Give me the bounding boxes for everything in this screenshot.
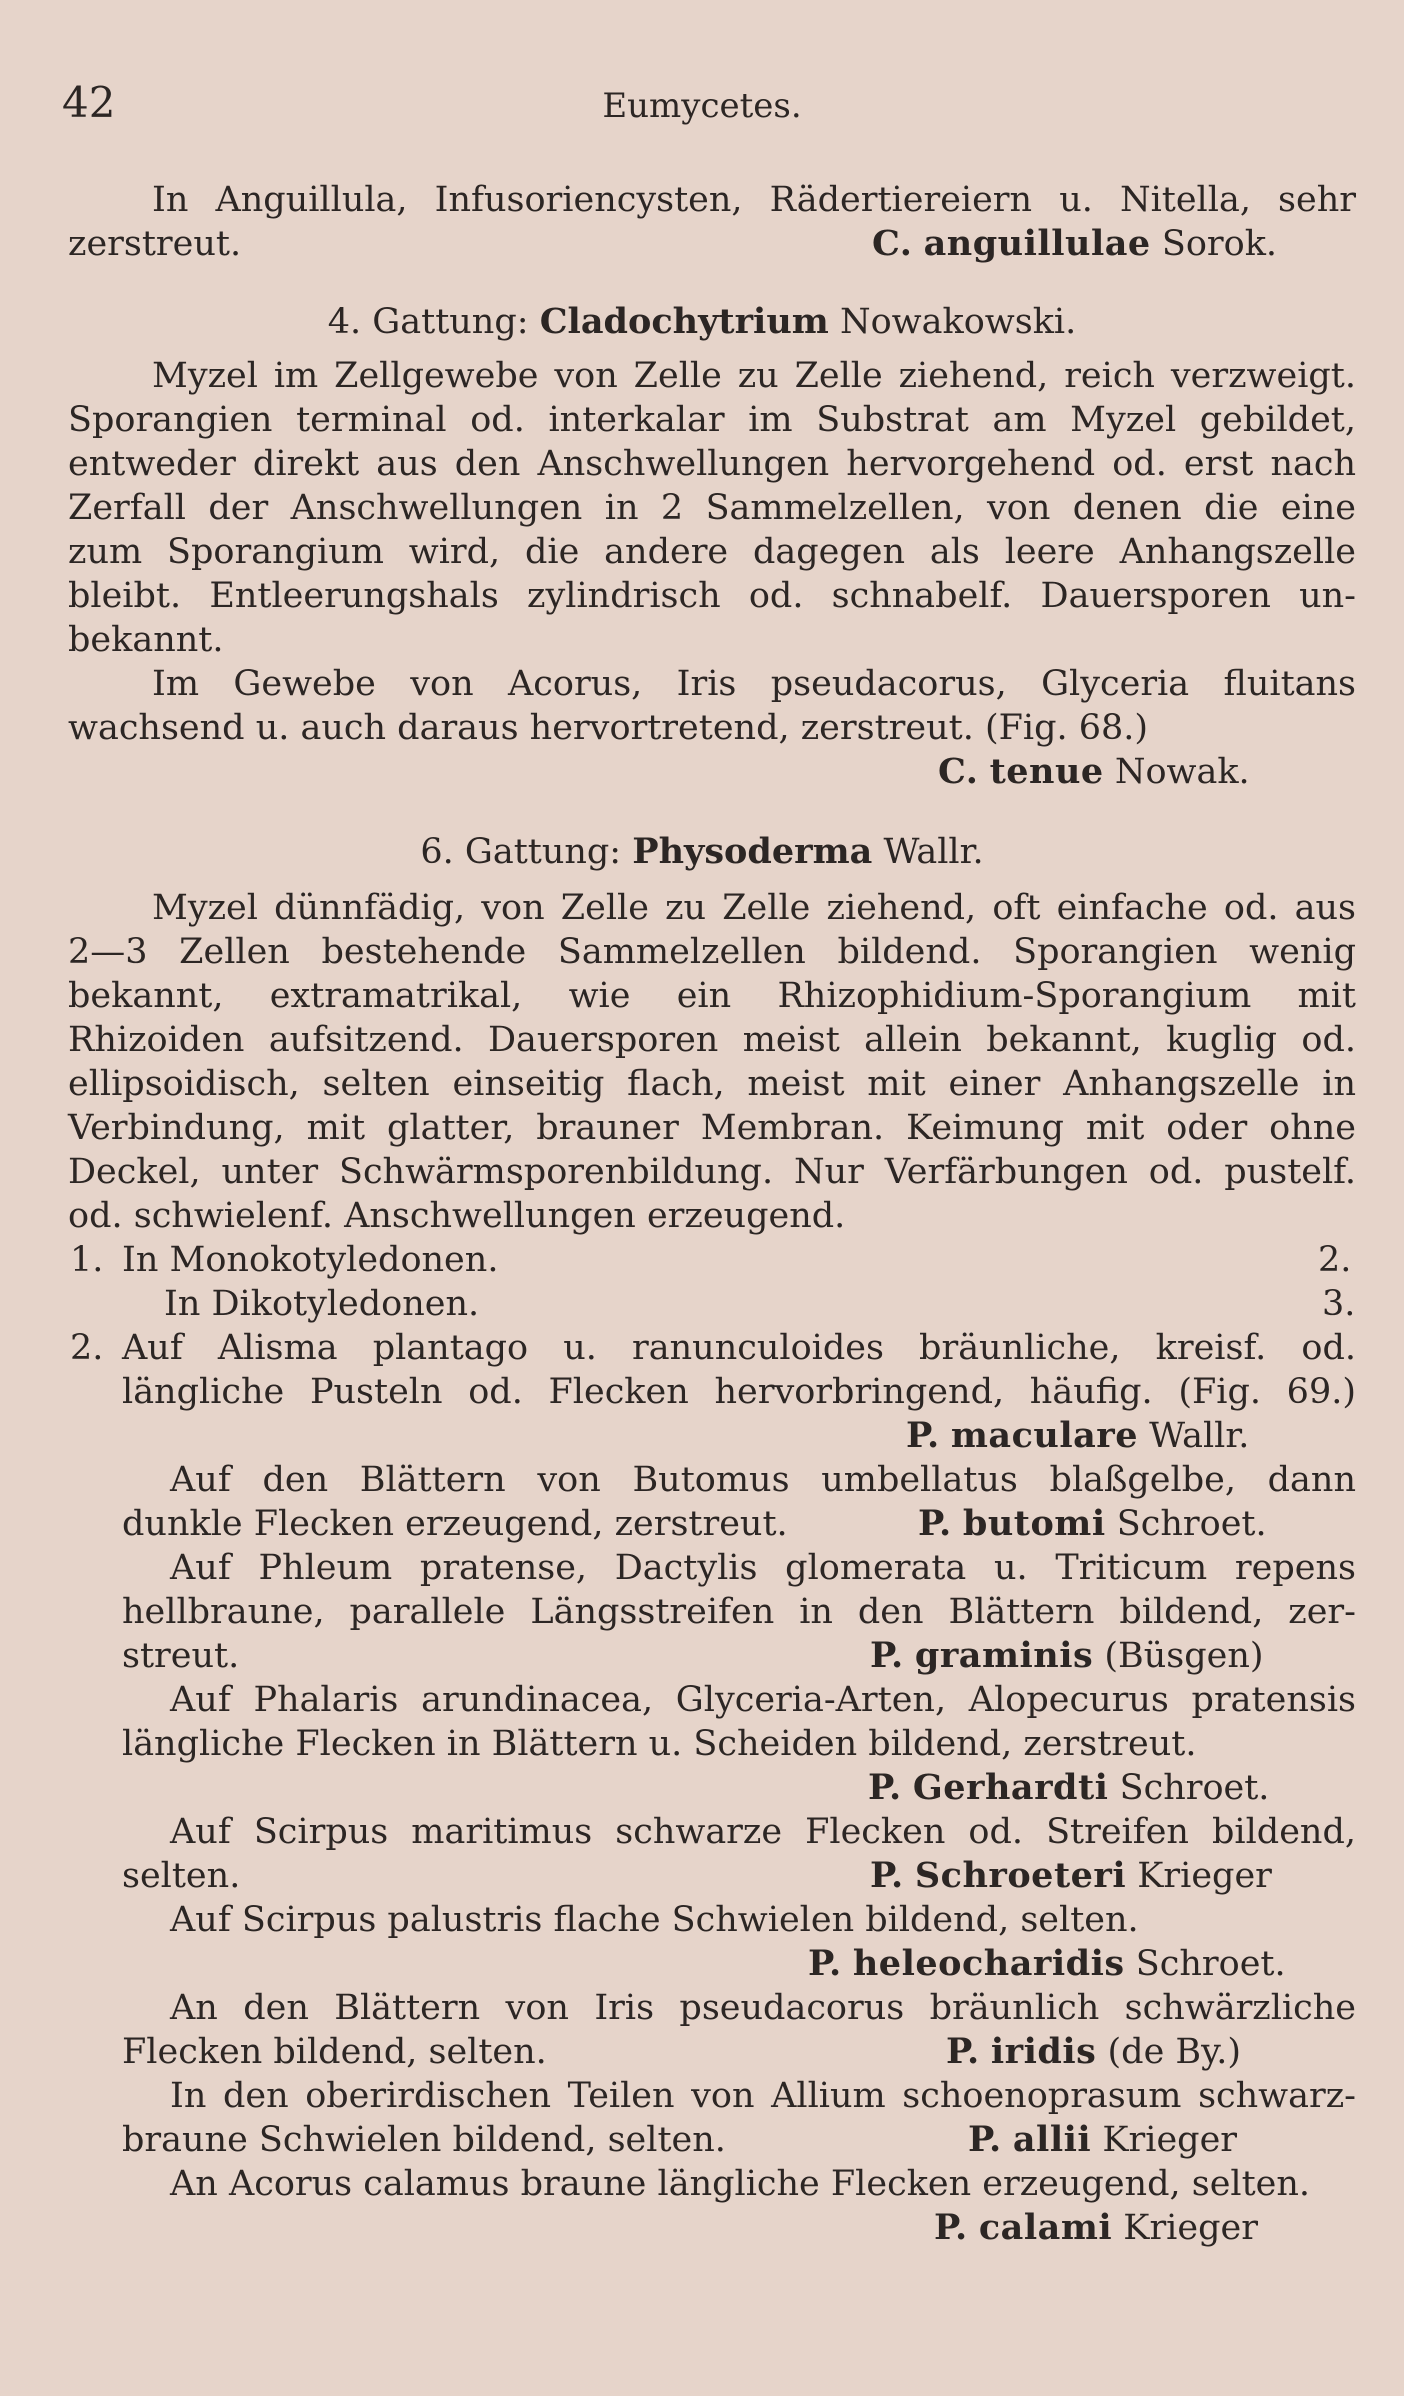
species-name: heleocharidis xyxy=(852,1943,1125,1984)
key-ref: 3. xyxy=(1322,1284,1356,1324)
species-author: Schroet. xyxy=(1135,1944,1286,1984)
species-genus: P. xyxy=(968,2119,1002,2160)
text-line: wachsend u. auch daraus hervortretend, zerstreut. (Fig. 68.) xyxy=(68,708,1149,748)
text-line: bleibt. Entleerungshals zylindrisch od. schnabelf. Dauersporen un- xyxy=(68,576,1356,616)
genus-name: Cladochytrium xyxy=(539,301,829,342)
text-line: streut. xyxy=(122,1636,240,1676)
species-author: Krieger xyxy=(1137,1856,1272,1896)
species-name: calami xyxy=(978,2207,1113,2248)
species-citation xyxy=(870,1854,1272,1898)
species-genus: C. xyxy=(872,223,913,264)
species-genus: P. xyxy=(946,2031,980,2072)
species-name: Gerhardti xyxy=(912,1767,1109,1808)
species-genus: P. xyxy=(870,1635,904,1676)
genus-heading xyxy=(0,300,1404,344)
text-line: An den Blättern von Iris pseudacorus bräunlich schwärzliche xyxy=(170,1988,1356,2028)
species-author: (de By.) xyxy=(1107,2032,1242,2072)
text-line: ellipsoidisch, selten einseitig flach, meist mit einer Anhangszelle in xyxy=(68,1064,1356,1104)
text-line: In den oberirdischen Teilen von Allium schoenoprasum schwarz- xyxy=(170,2076,1356,2116)
species-genus: P. xyxy=(870,1855,904,1896)
key-ref: 2. xyxy=(1318,1240,1352,1280)
text-line: In Anguillula, Infusoriencysten, Rädertiereiern u. Nitella, sehr xyxy=(152,180,1356,220)
text-line: Auf Scirpus maritimus schwarze Flecken od. Streifen bildend, xyxy=(170,1812,1356,1852)
species-name: anguillulae xyxy=(923,223,1151,264)
genus-prefix: 6. Gattung: xyxy=(420,832,622,872)
species-name: allii xyxy=(1012,2119,1092,2160)
species-author: Schroet. xyxy=(1119,1768,1270,1808)
text-line: Im Gewebe von Acorus, Iris pseudacorus, Glyceria fluitans xyxy=(152,664,1356,704)
text-line: od. schwielenf. Anschwellungen erzeugend. xyxy=(68,1196,846,1236)
text-line: Verbindung, mit glatter, brauner Membran. Keimung mit oder ohne xyxy=(68,1108,1356,1148)
key-number: 2. xyxy=(70,1328,104,1368)
genus-name: Physoderma xyxy=(632,831,873,872)
key-number: 1. xyxy=(70,1240,104,1280)
species-citation xyxy=(906,1414,1249,1458)
text-line: entweder direkt aus den Anschwellungen hervorgehend od. erst nach xyxy=(68,444,1356,484)
text-line: Sporangien terminal od. interkalar im Substrat am Myzel gebildet, xyxy=(68,400,1356,440)
species-genus: P. xyxy=(934,2207,968,2248)
species-citation xyxy=(872,222,1277,266)
running-header: Eumycetes. xyxy=(602,86,802,126)
text-line: längliche Flecken in Blättern u. Scheiden bildend, zerstreut. xyxy=(122,1724,1197,1764)
species-genus: P. xyxy=(868,1767,902,1808)
text-line: hellbraune, parallele Längsstreifen in den Blättern bildend, zer- xyxy=(122,1592,1356,1632)
species-name: graminis xyxy=(914,1635,1094,1676)
species-citation xyxy=(868,1766,1269,1810)
text-line: braune Schwielen bildend, selten. xyxy=(122,2120,726,2160)
genus-author: Wallr. xyxy=(883,832,984,872)
key-text: In Monokotyledonen. xyxy=(122,1240,499,1280)
text-line: Deckel, unter Schwärmsporenbildung. Nur Verfärbungen od. pustelf. xyxy=(68,1152,1356,1192)
genus-heading xyxy=(0,830,1404,874)
species-author: Krieger xyxy=(1123,2208,1258,2248)
species-name: butomi xyxy=(962,1503,1106,1544)
text-line: Auf Scirpus palustris flache Schwielen bildend, selten. xyxy=(170,1900,1139,1940)
species-genus: P. xyxy=(808,1943,842,1984)
text-line: dunkle Flecken erzeugend, zerstreut. xyxy=(122,1504,788,1544)
genus-prefix: 4. Gattung: xyxy=(327,302,529,342)
page-number: 42 xyxy=(62,78,116,127)
species-citation xyxy=(808,1942,1286,1986)
text-line: Myzel im Zellgewebe von Zelle zu Zelle ziehend, reich verzweigt. xyxy=(152,356,1356,396)
species-author: Sorok. xyxy=(1161,224,1278,264)
species-name: Schroeteri xyxy=(914,1855,1127,1896)
text-line: bekannt. xyxy=(68,620,224,660)
species-author: Schroet. xyxy=(1116,1504,1267,1544)
text-line: 2—3 Zellen bestehende Sammelzellen bildend. Sporangien wenig xyxy=(68,932,1356,972)
text-line: Zerfall der Anschwellungen in 2 Sammelzellen, von denen die eine xyxy=(68,488,1356,528)
species-author: (Büsgen) xyxy=(1104,1636,1264,1676)
species-citation xyxy=(938,750,1250,794)
genus-author: Nowakowski. xyxy=(839,302,1077,342)
species-citation xyxy=(968,2118,1237,2162)
key-text: längliche Pusteln od. Flecken hervorbringend, häufig. (Fig. 69.) xyxy=(122,1372,1356,1412)
key-text: Auf Alisma plantago u. ranunculoides bräunliche, kreisf. od. xyxy=(122,1328,1356,1368)
species-name: tenue xyxy=(989,751,1104,792)
species-author: Krieger xyxy=(1102,2120,1238,2160)
text-line: Auf den Blättern von Butomus umbellatus blaßgelbe, dann xyxy=(170,1460,1356,1500)
species-citation xyxy=(934,2206,1258,2250)
text-line: An Acorus calamus braune längliche Flecken erzeugend, selten. xyxy=(170,2164,1311,2204)
species-citation xyxy=(918,1502,1267,1546)
species-genus: P. xyxy=(918,1503,952,1544)
species-author: Nowak. xyxy=(1114,752,1250,792)
text-line: Auf Phalaris arundinacea, Glyceria-Arten, Alopecurus pratensis xyxy=(170,1680,1356,1720)
text-line: Flecken bildend, selten. xyxy=(122,2032,547,2072)
text-line: Auf Phleum pratense, Dactylis glomerata u. Triticum repens xyxy=(170,1548,1356,1588)
species-name: maculare xyxy=(950,1415,1139,1456)
species-name: iridis xyxy=(990,2031,1097,2072)
text-line: zerstreut. xyxy=(68,224,242,264)
text-line: zum Sporangium wird, die andere dagegen als leere Anhangszelle xyxy=(68,532,1356,572)
species-genus: C. xyxy=(938,751,979,792)
key-text: In Dikotyledonen. xyxy=(164,1284,480,1324)
text-line: Rhizoiden aufsitzend. Dauersporen meist allein bekannt, kuglig od. xyxy=(68,1020,1356,1060)
species-citation xyxy=(946,2030,1241,2074)
species-citation xyxy=(870,1634,1264,1678)
species-author: Wallr. xyxy=(1149,1416,1250,1456)
species-genus: P. xyxy=(906,1415,940,1456)
text-line: selten. xyxy=(122,1856,241,1896)
text-line: bekannt, extramatrikal, wie ein Rhizophidium-Sporangium mit xyxy=(68,976,1356,1016)
text-line: Myzel dünnfädig, von Zelle zu Zelle ziehend, oft einfache od. aus xyxy=(152,888,1356,928)
